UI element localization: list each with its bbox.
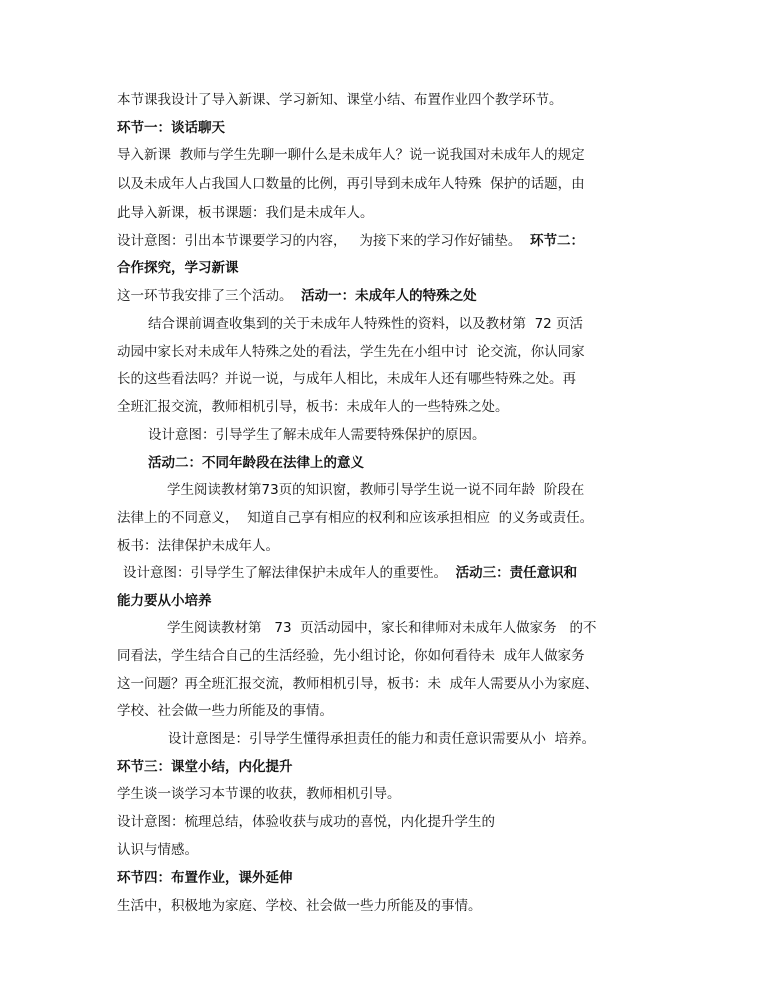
text-line: [117, 342, 585, 362]
text-line: [148, 453, 364, 473]
body-text: 此导入新课，板书课题：我们是未成年人。: [117, 205, 374, 221]
body-text: 本节课我设计了导入新课、学习新知、课堂小结、布置作业四个教学环节。: [117, 92, 563, 108]
body-text: 设计意图：梳理总结，体验收获与成功的喜悦，内化提升学生的: [117, 814, 495, 830]
body-text: 设计意图是：引导学生懂得承担责任的能力和责任意识需要从小 培养。: [168, 731, 596, 747]
body-text: 设计意图：引导学生了解法律保护未成年人的重要性。: [123, 565, 456, 581]
text-line: [117, 536, 279, 556]
body-text: 板书：法律保护未成年人。: [117, 538, 279, 554]
text-line: [117, 118, 225, 138]
text-line: [117, 812, 495, 832]
text-line: [117, 174, 585, 194]
text-line: [168, 729, 595, 749]
text-line: [117, 646, 585, 666]
text-line: [117, 840, 198, 860]
section-heading: 活动三：责任意识和: [455, 565, 578, 581]
body-text: 以及未成年人占我国人口数量的比例，再引导到未成年人特殊 保护的话题，由: [117, 176, 585, 192]
text-line: [117, 757, 293, 777]
body-text: 学生阅读教材第73页的知识窗，教师引导学生说一说不同年龄 阶段在: [167, 482, 585, 498]
body-text: 设计意图：引出本节课要学习的内容， 为接下来的学习作好铺垫。: [117, 233, 530, 249]
text-line: [167, 480, 584, 500]
body-text: 这一问题？再全班汇报交流，教师相机引导，板书：未 成年人需要从小为家庭、: [117, 676, 599, 692]
text-line: [117, 591, 212, 611]
section-heading: 能力要从小培养: [117, 593, 212, 609]
body-text: 生活中，积极地为家庭、学校、社会做一些力所能及的事情。: [117, 898, 482, 914]
text-line: [117, 701, 333, 721]
body-text: 设计意图：引导学生了解未成年人需要特殊保护的原因。: [148, 427, 486, 443]
text-line: [117, 231, 584, 251]
body-text: 这一环节我安排了三个活动。: [117, 288, 302, 304]
text-line: [123, 563, 577, 583]
section-heading: 环节二：: [529, 233, 584, 249]
body-text: 长的这些看法吗？并说一说，与成年人相比，未成年人还有哪些特殊之处。再: [117, 371, 576, 387]
body-text: 法律上的不同意义， 知道自己享有相应的权利和应该承担相应 的义务或责任。: [117, 510, 594, 526]
text-line: [117, 674, 598, 694]
text-line: [117, 397, 509, 417]
text-line: [117, 203, 374, 223]
section-heading: 环节四：布置作业，课外延伸: [117, 870, 293, 886]
body-text: 结合课前调查收集到的关于未成年人特殊性的资料，以及教材第 72 页活: [148, 316, 584, 332]
text-line: [117, 508, 593, 528]
section-heading: 活动一：未成年人的特殊之处: [301, 288, 477, 304]
text-line: [117, 868, 293, 888]
body-text: 同看法，学生结合自己的生活经验，先小组讨论，你如何看待未 成年人做家务: [117, 648, 585, 664]
section-heading: 环节一：谈话聊天: [117, 120, 225, 136]
body-text: 认识与情感。: [117, 842, 198, 858]
text-line: [117, 286, 477, 306]
body-text: 动园中家长对未成年人特殊之处的看法，学生先在小组中讨 论交流，你认同家: [117, 344, 585, 360]
text-line: [148, 314, 583, 334]
text-line: [117, 896, 482, 916]
text-line: [117, 145, 585, 165]
text-line: [167, 618, 597, 638]
text-line: [148, 425, 486, 445]
text-line: [117, 258, 239, 278]
body-text: 全班汇报交流，教师相机引导，板书：未成年人的一些特殊之处。: [117, 399, 509, 415]
body-text: 学校、社会做一些力所能及的事情。: [117, 703, 333, 719]
text-line: [117, 784, 401, 804]
text-line: [117, 90, 563, 110]
body-text: 学生阅读教材第 73 页活动园中，家长和律师对未成年人做家务 的不: [167, 620, 597, 636]
text-line: [117, 369, 576, 389]
body-text: 导入新课 教师与学生先聊一聊什么是未成年人？说一说我国对未成年人的规定: [117, 147, 585, 163]
section-heading: 活动二：不同年龄段在法律上的意义: [148, 455, 364, 471]
body-text: 学生谈一谈学习本节课的收获，教师相机引导。: [117, 786, 401, 802]
section-heading: 合作探究，学习新课: [117, 260, 239, 276]
section-heading: 环节三：课堂小结，内化提升: [117, 759, 293, 775]
